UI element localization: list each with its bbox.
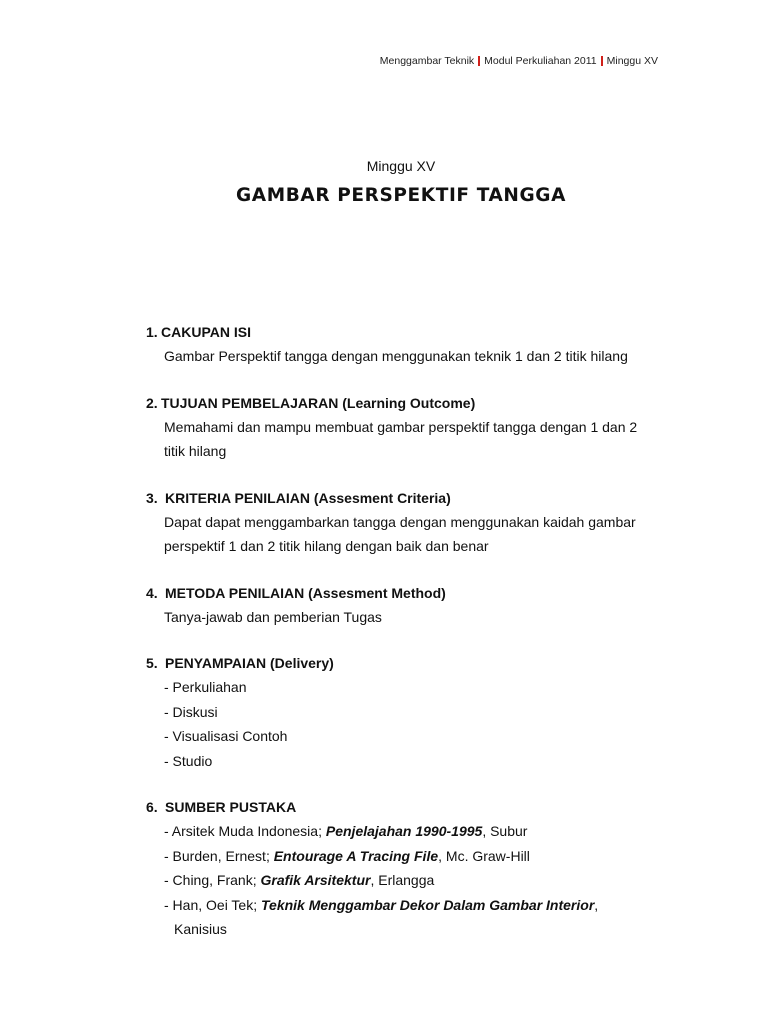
- section-number: 5.: [146, 655, 158, 671]
- section-title: TUJUAN PEMBELAJARAN (Learning Outcome): [161, 394, 476, 411]
- section-heading: [146, 583, 706, 604]
- header-separator: [601, 56, 603, 66]
- page-title: GAMBAR PERSPEKTIF TANGGA: [236, 185, 566, 206]
- section-number: 6.: [146, 799, 158, 815]
- header-separator: [478, 56, 480, 66]
- header-week: Minggu XV: [606, 55, 658, 67]
- reference-continuation: Kanisius: [174, 921, 227, 937]
- reference-item: [146, 868, 706, 893]
- section-text: Gambar Perspektif tangga dengan menggunakan teknik 1 dan 2 titik hilang: [164, 348, 628, 364]
- reference-item: [146, 844, 706, 869]
- list-item: - Visualisasi Contoh: [164, 728, 288, 744]
- section-number: 1.: [146, 324, 158, 340]
- header-course: Menggambar Teknik: [379, 55, 475, 67]
- section-heading: [146, 653, 706, 674]
- section-tujuan: [146, 393, 706, 464]
- section-text: Tanya-jawab dan pemberian Tugas: [164, 608, 382, 625]
- section-heading: [146, 322, 706, 343]
- text-line: perspektif 1 dan 2 titik hilang dengan baik dan benar: [164, 538, 489, 554]
- section-number: 2.: [146, 394, 158, 411]
- text-line: titik hilang: [164, 443, 227, 459]
- section-title: KRITERIA PENILAIAN (Assesment Criteria): [165, 489, 451, 506]
- reference-title: Teknik Menggambar Dekor Dalam Gambar Interior: [261, 896, 595, 913]
- section-heading: [146, 393, 706, 414]
- section-number: 4.: [146, 584, 158, 601]
- section-heading: [146, 488, 706, 509]
- text-line: Memahami dan mampu membuat gambar perspektif tangga dengan 1 dan 2: [164, 418, 638, 435]
- reference-author: - Arsitek Muda Indonesia;: [164, 823, 326, 839]
- section-metoda: [146, 583, 706, 630]
- section-text: [146, 510, 706, 559]
- list-item: - Perkuliahan: [164, 679, 247, 695]
- reference-author: - Han, Oei Tek;: [164, 896, 262, 913]
- section-text: [146, 415, 706, 464]
- reference-author: - Ching, Frank;: [164, 872, 261, 888]
- section-heading: [146, 797, 706, 818]
- reference-title: Grafik Arsitektur: [260, 872, 371, 888]
- section-title: SUMBER PUSTAKA: [165, 799, 297, 815]
- reference-author: - Burden, Ernest;: [164, 847, 274, 864]
- section-cakupan-isi: [146, 322, 706, 369]
- list-item: - Diskusi: [164, 703, 218, 720]
- reference-title: Penjelajahan 1990-1995: [325, 823, 483, 839]
- reference-item: [146, 819, 706, 844]
- section-title: CAKUPAN ISI: [161, 324, 251, 340]
- reference-publisher: , Subur: [482, 823, 528, 839]
- section-sumber-pustaka: [146, 797, 706, 942]
- list-item: - Studio: [164, 752, 213, 769]
- document-body: [146, 322, 706, 966]
- week-label: Minggu XV: [366, 158, 436, 174]
- running-header: [380, 55, 658, 67]
- reference-title: Entourage A Tracing File: [273, 847, 439, 864]
- section-title: METODA PENILAIAN (Assesment Method): [165, 584, 446, 601]
- reference-publisher: ,: [594, 896, 599, 913]
- reference-publisher: , Erlangga: [370, 872, 435, 888]
- section-penyampaian: [146, 653, 706, 773]
- section-number: 3.: [146, 489, 158, 506]
- reference-publisher: , Mc. Graw-Hill: [438, 847, 530, 864]
- text-line: Dapat dapat menggambarkan tangga dengan menggunakan kaidah gambar: [164, 513, 636, 530]
- section-title: PENYAMPAIAN (Delivery): [165, 655, 334, 671]
- section-kriteria: [146, 488, 706, 559]
- header-module: Modul Perkuliahan 2011: [484, 55, 597, 67]
- reference-item: [146, 893, 706, 918]
